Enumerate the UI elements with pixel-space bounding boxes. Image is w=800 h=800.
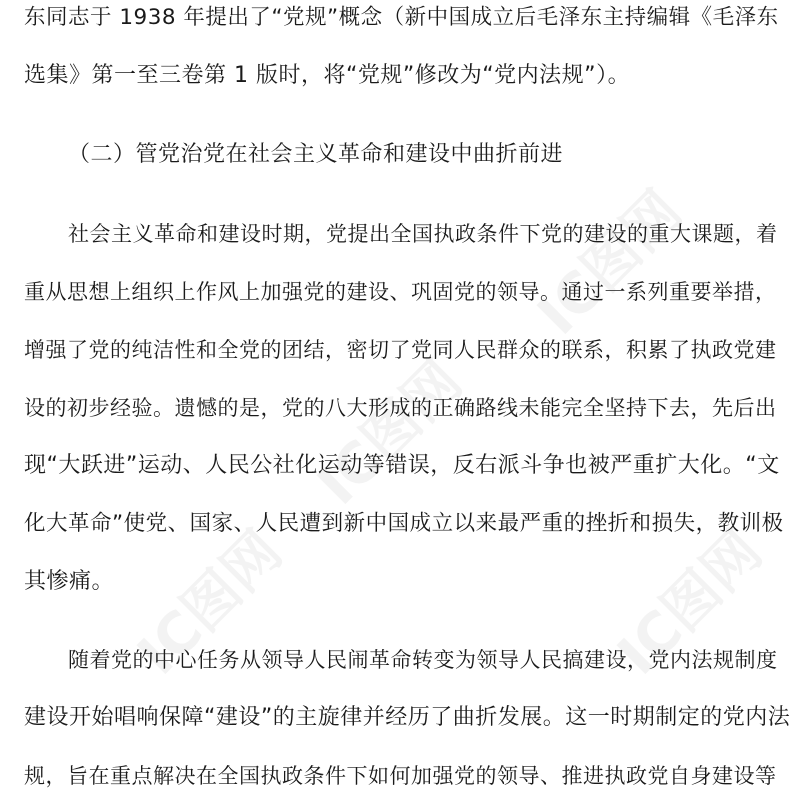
text-line: 现“大跃进”运动、人民公社化运动等错误，反右派斗争也被严重扩大化。“文 xyxy=(24,453,780,478)
text-line: 化大革命”使党、国家、人民遭到新中国成立以来最严重的挫折和损失，教训极 xyxy=(24,511,784,536)
text-line: 设的初步经验。遗憾的是，党的八大形成的正确路线未能完全坚持下去，先后出 xyxy=(24,396,777,420)
watermark: IC图网 xyxy=(605,518,775,688)
text-line: 重从思想上组织上作风上加强党的建设、巩固党的领导。通过一系列重要举措， xyxy=(24,280,777,304)
text-line: 增强了党的纯洁性和全党的团结，密切了党同人民群众的联系，积累了执政党建 xyxy=(24,338,777,362)
text-line: 建设开始唱响保障“建设”的主旋律并经历了曲折发展。这一时期制定的党内法 xyxy=(24,705,791,730)
watermark: IC图网 xyxy=(305,348,475,518)
text-line: 东同志于 1938 年提出了“党规”概念（新中国成立后毛泽东主持编辑《毛泽东 xyxy=(24,5,779,30)
watermark: IC图网 xyxy=(125,518,295,688)
text-line: 社会主义革命和建设时期，党提出全国执政条件下党的建设的重大课题，着 xyxy=(68,222,778,246)
text-line: 选集》第一至三卷第 1 版时，将“党规”修改为“党内法规”）。 xyxy=(24,63,631,88)
text-line: 随着党的中心任务从领导人民闹革命转变为领导人民搞建设，党内法规制度 xyxy=(68,648,778,672)
text-line: 其惨痛。 xyxy=(24,569,115,594)
section-heading: （二）管党治党在社会主义革命和建设中曲折前进 xyxy=(68,142,564,167)
watermark: IC图网 xyxy=(525,178,695,348)
text-line: 规，旨在重点解决在全国执政条件下如何加强党的领导、推进执政党自身建设等 xyxy=(24,764,777,788)
